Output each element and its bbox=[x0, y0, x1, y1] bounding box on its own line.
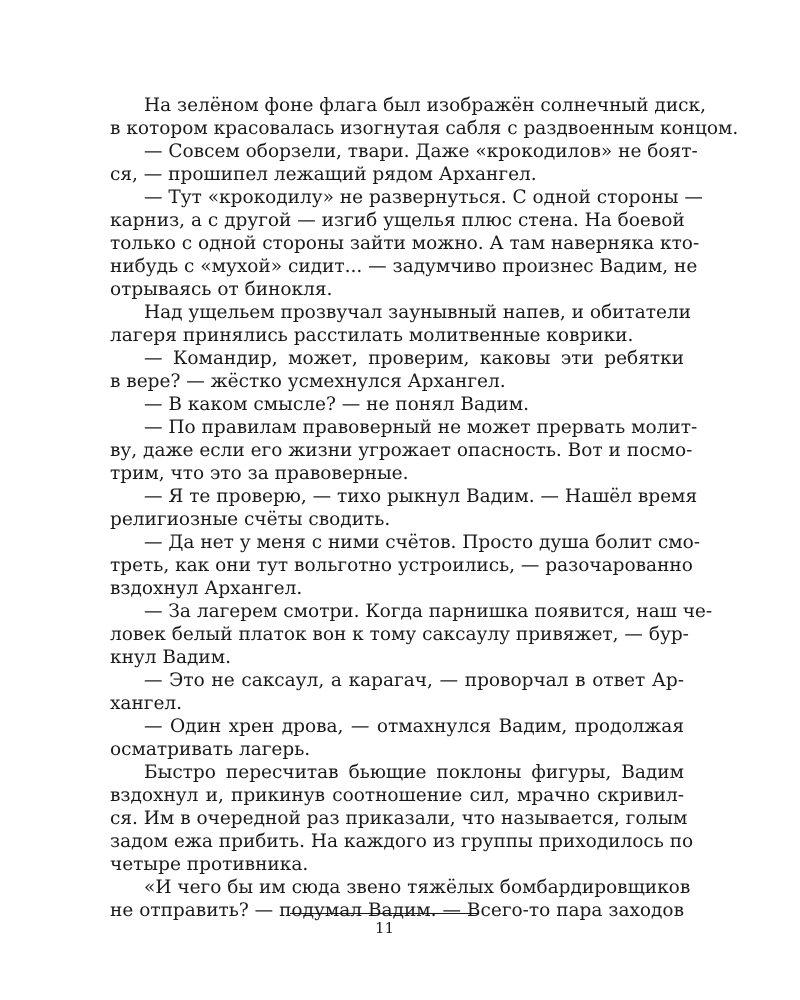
text-line: лагеря принялись расстилать молитвенные коврики. bbox=[110, 325, 634, 346]
text-line: — Командир, может, проверим, каковы эти ребятки bbox=[144, 348, 684, 369]
text-line: задом ежа прибить. На каждого из группы приходилось по bbox=[110, 831, 694, 852]
text-line: только с одной стороны зайти можно. А там наверняка кто- bbox=[110, 233, 700, 254]
text-line: не отправить? — подумал Вадим. — Всего-то пара заходов bbox=[110, 900, 684, 921]
text-line: религиозные счёты сводить. bbox=[110, 509, 391, 530]
text-line: кнул Вадим. bbox=[110, 647, 232, 668]
page-number: 11 bbox=[374, 919, 395, 937]
text-line: трим, что это за правоверные. bbox=[110, 463, 409, 484]
text-line: — В каком смысле? — не понял Вадим. bbox=[144, 394, 530, 415]
text-line: — За лагерем смотри. Когда парнишка появится, наш че- bbox=[144, 601, 713, 622]
text-line: карниз, а с другой — изгиб ущелья плюс стена. На боевой bbox=[110, 210, 685, 231]
text-line: ся. Им в очередной раз приказали, что называется, голым bbox=[110, 808, 688, 829]
text-line: в котором красовалась изогнутая сабля с раздвоенным концом. bbox=[110, 118, 739, 139]
text-line: осматривать лагерь. bbox=[110, 739, 311, 760]
text-line: четыре противника. bbox=[110, 854, 309, 875]
text-line: хангел. bbox=[110, 693, 183, 714]
text-line: — Это не саксаул, а карагач, — проворчал в ответ Ар- bbox=[144, 670, 684, 691]
text-line: ловек белый платок вон к тому саксаулу привяжет, — бур- bbox=[110, 624, 689, 645]
text-line: — Один хрен дрова, — отмахнулся Вадим, продолжая bbox=[144, 716, 684, 737]
text-line: вздохнул Архангел. bbox=[110, 578, 303, 599]
text-line: отрываясь от бинокля. bbox=[110, 279, 333, 300]
text-line: — Совсем оборзели, твари. Даже «крокодилов» не боят- bbox=[144, 141, 698, 162]
text-line: в вере? — жёстко усмехнулся Архангел. bbox=[110, 371, 506, 392]
page-body bbox=[110, 94, 739, 921]
text-line: ву, даже если его жизни угрожает опасность. Вот и посмо- bbox=[110, 440, 693, 461]
text-line: Над ущельем прозвучал заунывный напев, и обитатели bbox=[144, 302, 692, 323]
text-line: — Я те проверю, — тихо рыкнул Вадим. — Нашёл время bbox=[144, 486, 698, 507]
text-line: треть, как они тут вольготно устроились, — разочарованно bbox=[110, 555, 693, 576]
text-line: — Да нет у меня с ними счётов. Просто душа болит смо- bbox=[144, 532, 701, 553]
text-line: Быстро пересчитав бьющие поклоны фигуры, Вадим bbox=[144, 762, 684, 783]
text-line: ся, — прошипел лежащий рядом Архангел. bbox=[110, 164, 537, 185]
text-line: — Тут «крокодилу» не развернуться. С одной стороны — bbox=[144, 187, 703, 208]
footer-rule bbox=[290, 913, 479, 914]
text-line: «И чего бы им сюда звено тяжёлых бомбардировщиков bbox=[144, 877, 691, 898]
text-line: вздохнул и, прикинув соотношение сил, мрачно скривил- bbox=[110, 785, 684, 806]
text-line: — По правилам правоверный не может прервать молит- bbox=[144, 417, 698, 438]
text-line: нибудь с «мухой» сидит... — задумчиво произнес Вадим, не bbox=[110, 256, 698, 277]
text-line: На зелёном фоне флага был изображён солнечный диск, bbox=[144, 95, 706, 116]
